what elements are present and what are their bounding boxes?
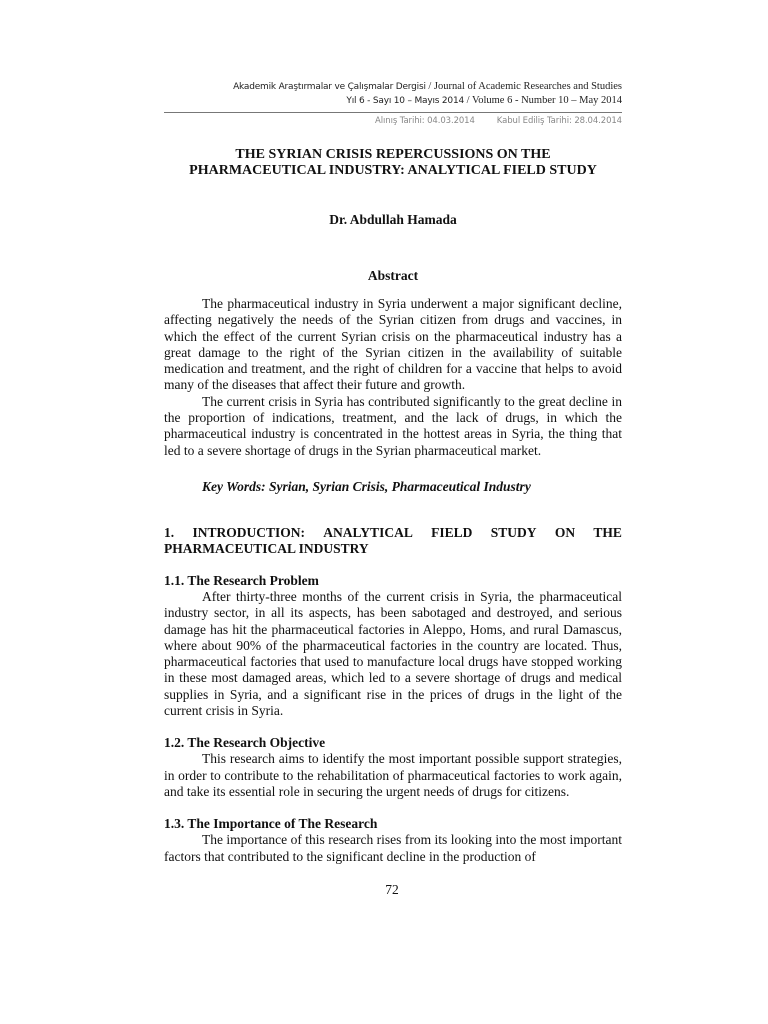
page-number: 72	[385, 882, 399, 897]
paper-title	[164, 147, 622, 179]
accepted-date: Kabul Ediliş Tarihi: 28.04.2014	[496, 116, 622, 126]
journal-name-tr: Akademik Araştırmalar ve Çalışmalar Dergisi	[233, 82, 426, 92]
heading-word: STUDY	[490, 524, 537, 540]
section-1-1-heading: 1.1. The Research Problem	[164, 572, 319, 588]
abstract-paragraph-2: The current crisis in Syria has contributed significantly to the great decline in the proportion of indications, treatment, and the lack of drugs, in which the pharmaceutical industry is concentrated in the hottest areas in Syria, the thing that led to a severe shortage of drugs in the Syrian pharmaceutical market.	[164, 393, 622, 458]
section-1-3-heading: 1.3. The Importance of The Research	[164, 816, 378, 832]
journal-name-en: / Journal of Academic Researches and Studies	[425, 81, 622, 92]
heading-word: THE	[593, 524, 622, 540]
heading-word: ON	[554, 524, 576, 540]
journal-volume-en: / Volume 6 - Number 10 – May 2014	[464, 95, 622, 106]
heading-word: 1.	[164, 524, 175, 540]
section-1-3-text: The importance of this research rises from its looking into the most important factors that contributed to the significant decline in the production of	[164, 832, 622, 864]
journal-volume-tr: Yıl 6 - Sayı 10 – Mayıs 2014	[346, 96, 465, 106]
header-divider	[164, 112, 622, 113]
section-1-heading-line-2: PHARMACEUTICAL INDUSTRY	[164, 540, 369, 556]
abstract-heading: Abstract	[367, 268, 419, 283]
keywords: Key Words: Syrian, Syrian Crisis, Pharmaceutical Industry	[202, 478, 531, 494]
submission-dates	[164, 116, 622, 126]
author-name: Dr. Abdullah Hamada	[329, 212, 457, 227]
journal-header	[164, 80, 622, 108]
paper-page	[164, 80, 622, 865]
heading-word: ANALYTICAL	[323, 524, 413, 540]
abstract-paragraph-1: The pharmaceutical industry in Syria underwent a major significant decline, affecting negatively the needs of the Syrian citizen from drugs and vaccines, in which the effect of the current Syrian crisis on the pharmaceutical industry has a great damage to the right of the Syrian citizen in the availability of suitable medication and treatment, and the right of children for a vaccine that helps to avoid many of the diseases that affect their future and growth.	[164, 296, 622, 393]
section-1-heading	[164, 525, 622, 557]
journal-volume-line	[164, 94, 622, 108]
section-1-heading-line-1	[164, 525, 622, 541]
section-1-1-text: After thirty-three months of the current crisis in Syria, the pharmaceutical industry sector, in all its aspects, has been sabotaged and destroyed, and serious damage has hit the pharmaceutical factories in Aleppo, Homs, and rural Damascus, where about 90% of the pharmaceutical factories in the country are located. Thus, pharmaceutical factories that used to manufacture local drugs have stopped working in these most damaged areas, which led to a severe shortage of drugs and medical supplies in Syria, and a significant rise in the prices of drugs in the light of the current crisis in Syria.	[164, 588, 622, 719]
heading-word: INTRODUCTION:	[192, 524, 305, 540]
received-date: Alınış Tarihi: 04.03.2014	[375, 116, 475, 126]
section-1-2-heading: 1.2. The Research Objective	[164, 735, 326, 751]
heading-word: FIELD	[431, 524, 473, 540]
paper-title-line-2: PHARMACEUTICAL INDUSTRY: ANALYTICAL FIELD STUDY	[189, 163, 597, 178]
paper-title-line-1: THE SYRIAN CRISIS REPERCUSSIONS ON THE	[235, 147, 551, 162]
journal-name-line	[164, 80, 622, 94]
section-1-2-text: This research aims to identify the most important possible support strategies, in order to contribute to the rehabilitation of pharmaceutical factories to work again, and take its essential role in securing the urgent needs of drugs for citizens.	[164, 751, 622, 799]
